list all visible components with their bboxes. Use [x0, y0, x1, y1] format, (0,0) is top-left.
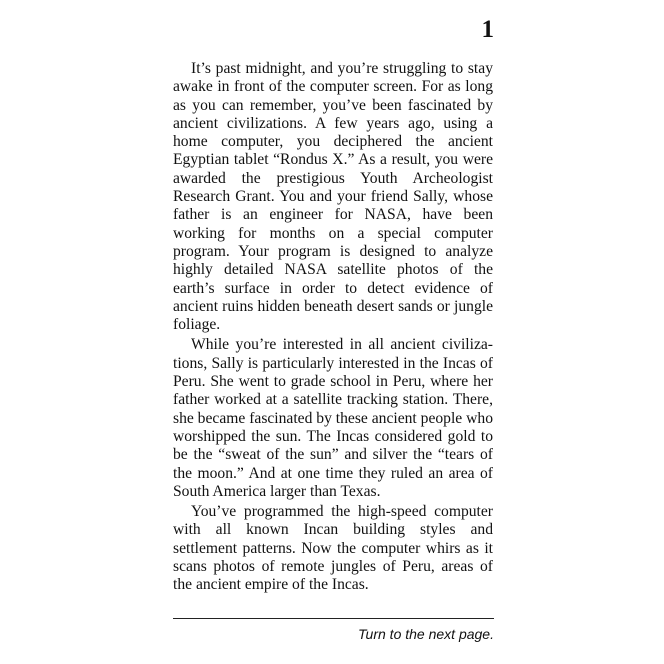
paragraph-3: You’ve programmed the high-speed computer with all known Incan building styles and settlement patterns. Now the computer whirs as it scans photos of remote jungles of Peru, areas of the ancient empire of the Incas.	[173, 503, 493, 594]
turn-page-note: Turn to the next page.	[358, 626, 494, 642]
page-number: 1	[481, 16, 494, 43]
story-text	[173, 60, 493, 597]
paragraph-2: While you’re interested in all ancient civilizations, Sally is particularly interested in the Incas of Peru. She went to grade school in Peru, where her father worked at a satellite tracking station. There, she became fascinated by these ancient people who worshipped the sun. The Incas considered gold to be the “sweat of the sun” and silver the “tears of the moon.” And at one time they ruled an area of South America larger than Texas.	[173, 336, 493, 500]
footer-divider	[173, 618, 494, 619]
paragraph-1: It’s past midnight, and you’re struggling to stay awake in front of the computer screen. For as long as you can remember, you’ve been fascinated by ancient civilizations. A few years ago, using a home computer, you deciphered the ancient Egyptian tablet “Rondus X.” As a result, you were awarded the prestigious Youth Archeologist Research Grant. You and your friend Sally, whose father is an engineer for NASA, have been working for months on a special computer program. Your program is designed to analyze highly detailed NASA satellite photos of the earth’s surface in order to detect evidence of ancient ruins hidden beneath desert sands or jungle foliage.	[173, 60, 493, 334]
